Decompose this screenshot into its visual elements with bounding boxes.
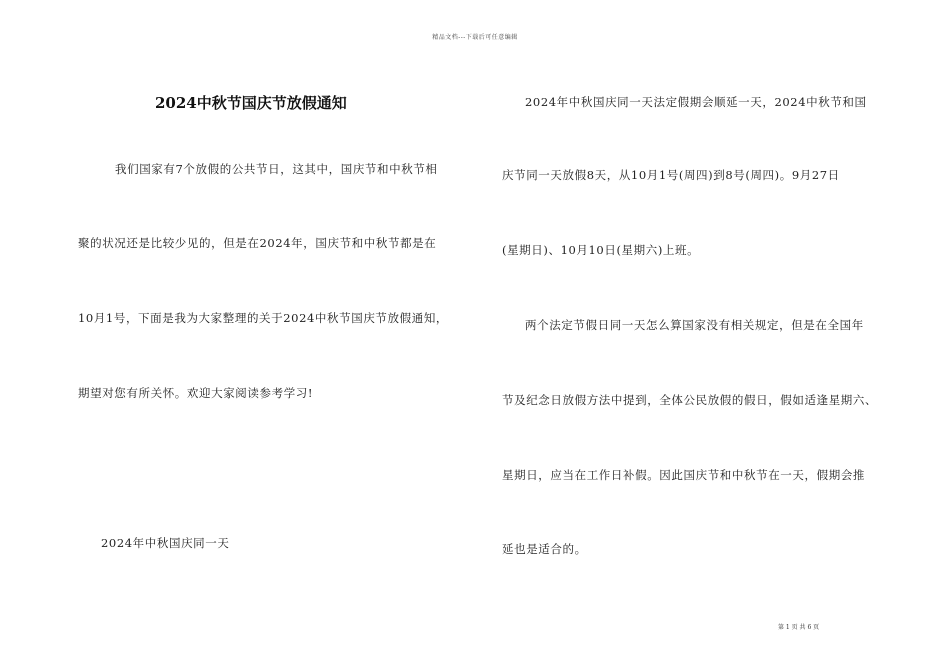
right-paragraph-line: (星期日)、10月10日(星期六)上班。 [502, 243, 700, 257]
right-paragraph-line: 延也是适合的。 [502, 542, 587, 556]
section-heading: 2024年中秋国庆同一天 [101, 536, 230, 550]
left-paragraph-line: 10月1号，下面是我为大家整理的关于2024中秋节国庆节放假通知， [78, 311, 449, 325]
document-title: 2024中秋节国庆节放假通知 [155, 94, 347, 112]
left-paragraph-line: 我们国家有7个放假的公共节日，这其中，国庆节和中秋节相 [115, 162, 438, 176]
left-paragraph-line: 期望对您有所关怀。欢迎大家阅读参考学习! [78, 386, 314, 400]
right-paragraph-line: 节及纪念日放假方法中提到，全体公民放假的假日，假如适逢星期六、 [502, 393, 878, 407]
page-indicator: 第 1 页 共 6 页 [778, 624, 820, 631]
right-paragraph-line: 2024年中秋国庆同一天法定假期会顺延一天，2024中秋节和国 [525, 95, 867, 109]
left-paragraph-line: 聚的状况还是比较少见的，但是在2024年，国庆节和中秋节都是在 [78, 236, 437, 250]
header-note: 精品文档---下载后可任意编辑 [432, 34, 518, 41]
right-paragraph-line: 庆节同一天放假8天，从10月1号(周四)到8号(周四)。9月27日 [502, 168, 840, 182]
right-paragraph-line: 星期日，应当在工作日补假。因此国庆节和中秋节在一天，假期会推 [502, 468, 865, 482]
right-paragraph-line: 两个法定节假日同一天怎么算国家没有相关规定，但是在全国年 [525, 318, 864, 332]
